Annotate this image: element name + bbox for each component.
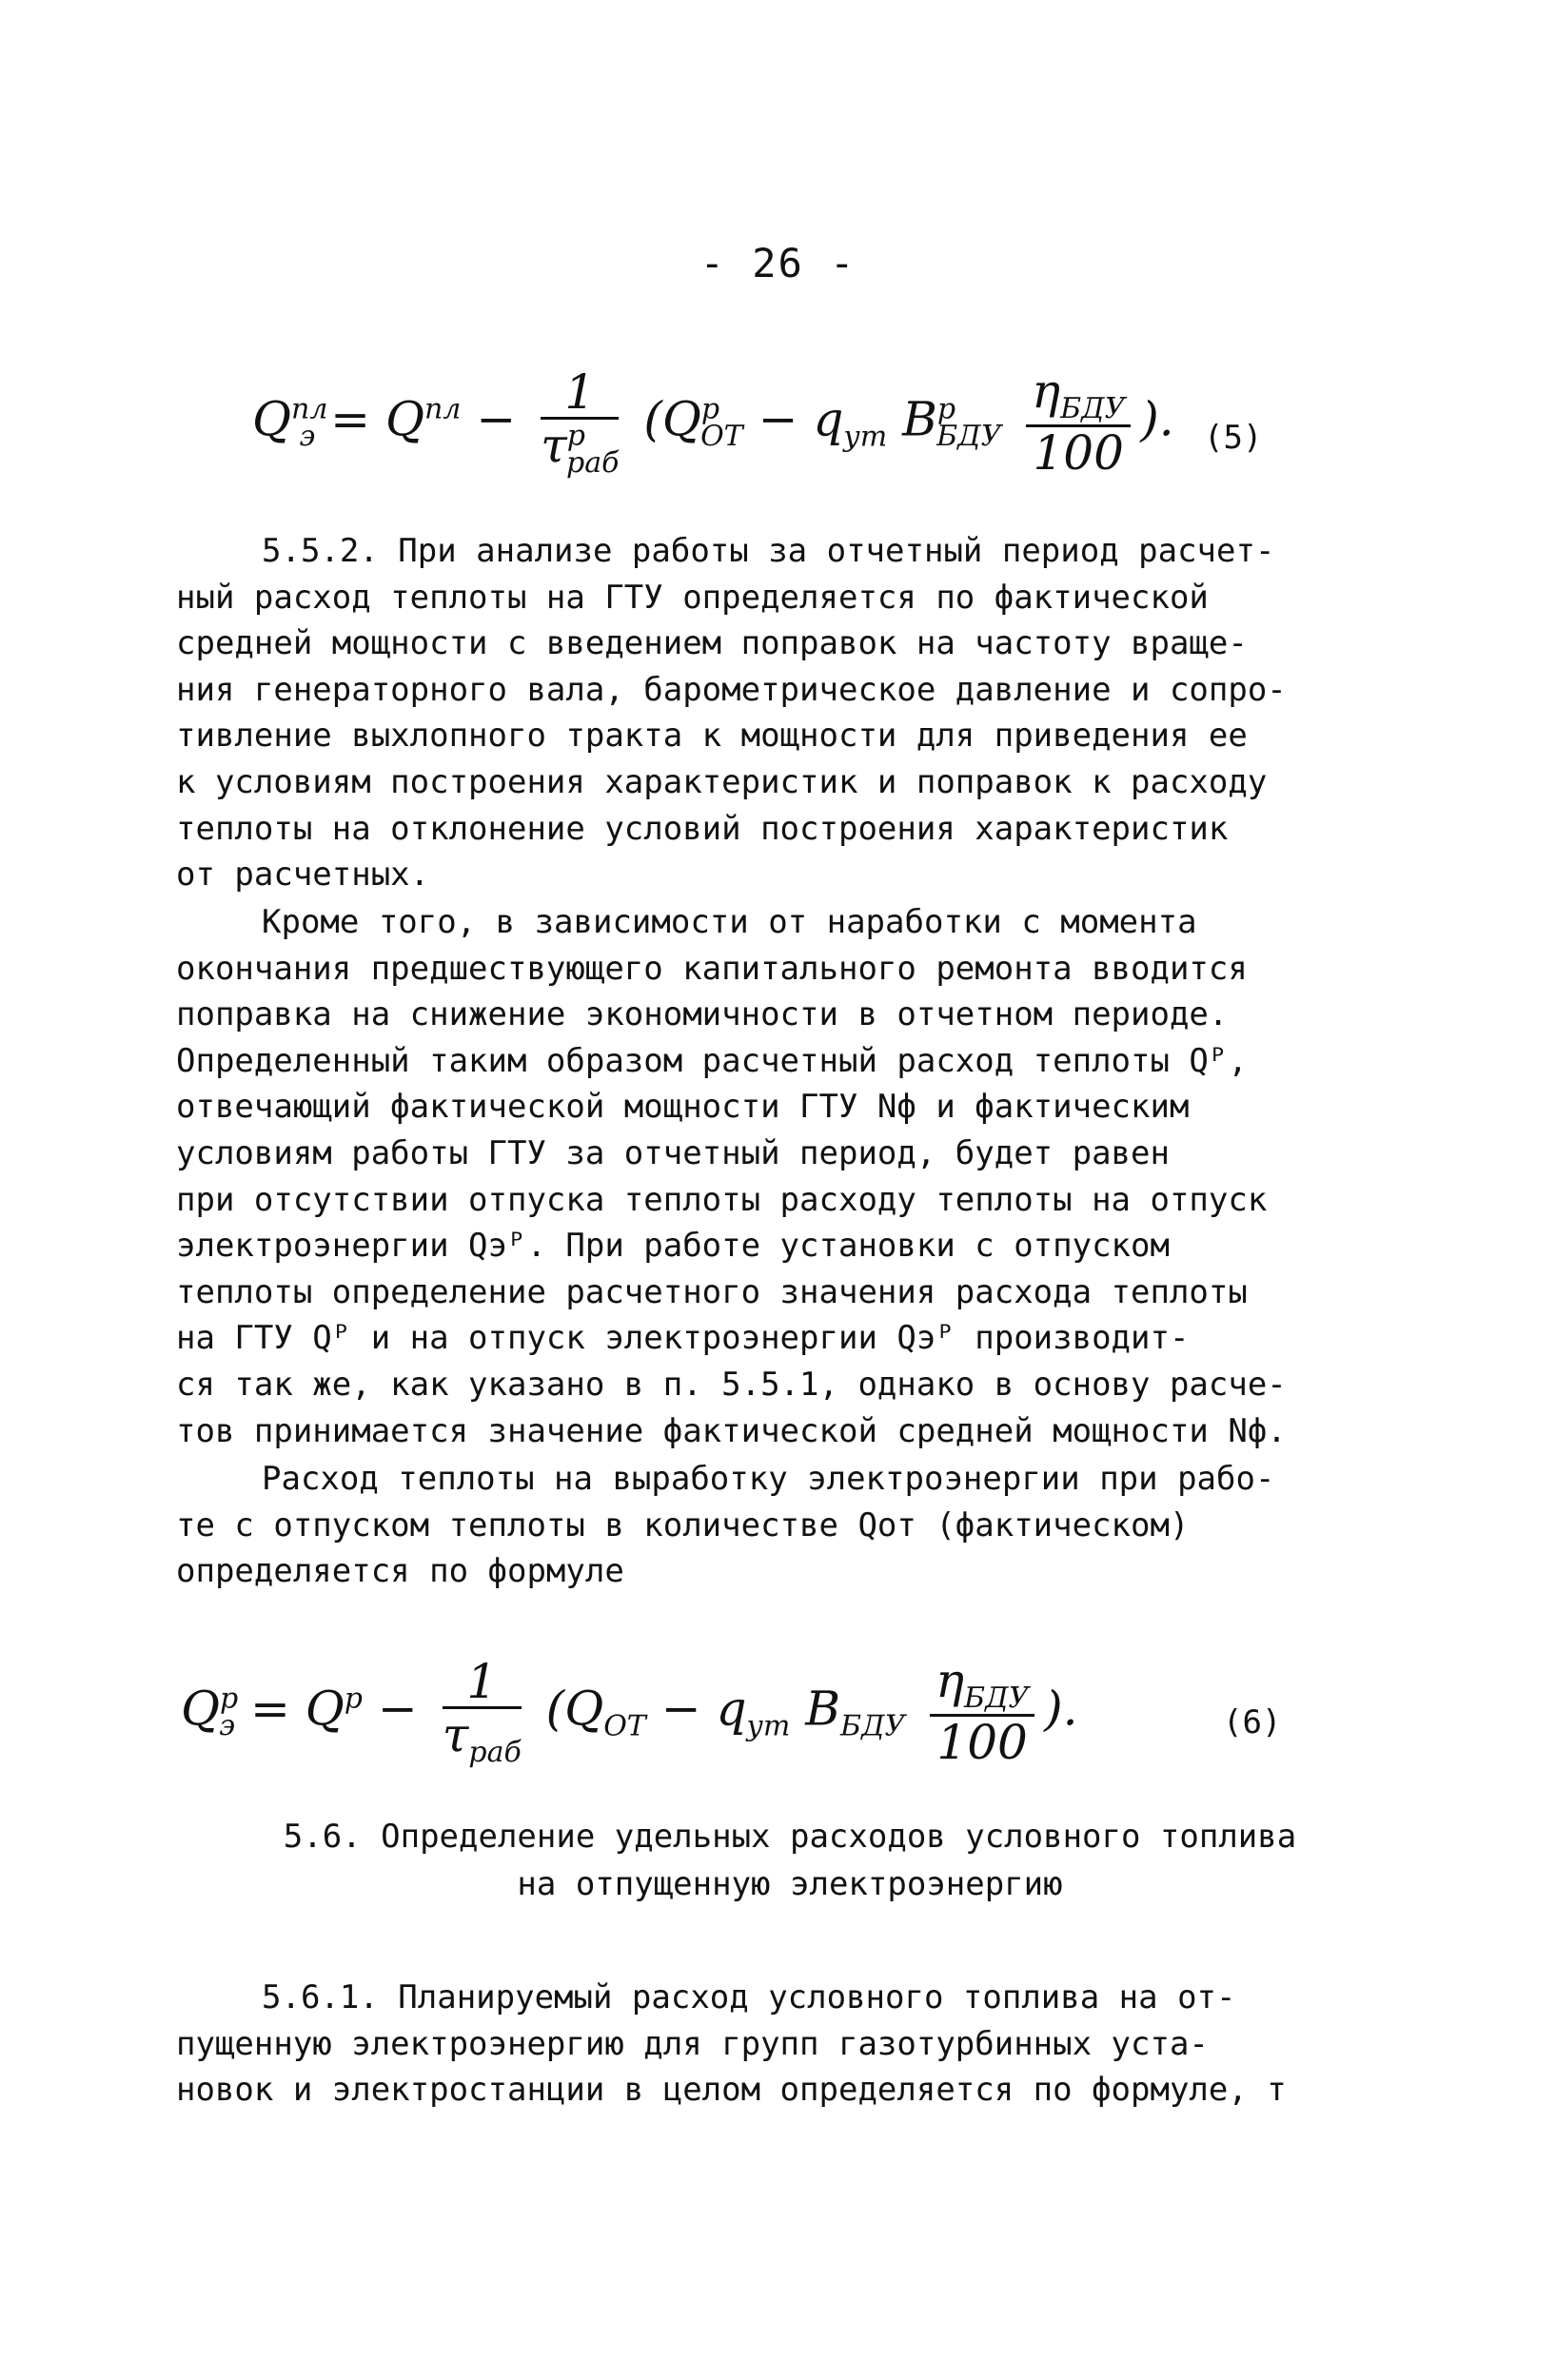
fraction: $\frac{1}{\tau^р_{раб}}$ bbox=[541, 364, 620, 480]
fraction: $\frac{\eta_{БДУ}}{100}$ bbox=[930, 1656, 1034, 1769]
fraction: $\frac{1}{\tau_{раб}}$ bbox=[442, 1653, 522, 1769]
page-number: - 26 - bbox=[699, 240, 857, 286]
formula-symbol: Q bbox=[252, 391, 291, 447]
equation-number: (6) bbox=[1223, 1703, 1282, 1741]
fraction: $\frac{\eta_{БДУ}}{100}$ bbox=[1026, 366, 1131, 480]
paragraph: Кроме того, в зависимости от наработки с момента окончания предшествующего капитального ремонта вводится поправка на снижение экономичности в отчетном периоде. Определенный таким образом расчетный расход теплоты Qᴾ, отвечающий фактической мощности ГТУ Nф и фактическим условиям работы ГТУ за отчетный период, будет равен при отсутствии отпуска теплоты расходу теплоты на отпуск электроэнергии Qэᴾ. При работе установки с отпуском теплоты определение расчетного значения расхода теплоты на ГТУ Qᴾ и на отпуск электроэнергии Qэᴾ производит- ся так же, как указано в п. 5.5.1, однако в основу расче- тов принимается значение фактической средней мощности Nф. bbox=[176, 903, 1287, 1450]
formula-6: $Q^р_э = Q^р$ − $\frac{1}{\tau_{раб}}$ ($Q_{ОТ} - q_{ут}$ $B_{БДУ}$ $\frac{\eta_{БДУ}}{100}$ ). bbox=[181, 1653, 1078, 1770]
paragraph: 5.5.2. При анализе работы за отчетный период расчет- ный расход теплоты на ГТУ определяется по фактической средней мощности с введением поправок на частоту враще- ния генераторного вала, барометрическое давление и сопро- тивление выхлопного тракта к мощности для приведения ее к условиям построения характеристик и поправок к расходу теплоты на отклонение условий построения характеристик от расчетных. bbox=[176, 532, 1287, 895]
section-heading: 5.6. Определение удельных расходов условного топлива на отпущенную электроэнергию bbox=[283, 1818, 1297, 1903]
paragraph: 5.6.1. Планируемый расход условного топлива на от- пущенную электроэнергию для групп газотурбинных уста- новок и электростанции в целом определяется по формуле, т bbox=[176, 1978, 1287, 2110]
equation-number: (5) bbox=[1204, 419, 1263, 457]
paragraph: Расход теплоты на выработку электроэнергии при рабо- те с отпуском теплоты в количестве Qот (фактическом) определяется по формуле bbox=[176, 1460, 1275, 1591]
formula-5: $Q^{пл}_э = Q^{пл}$ − $\frac{1}{\tau^р_{раб}}$ ($Q^р_{ОТ} - q_{ут}$ $B^р_{БДУ}$ $\frac{\eta_{БДУ}}{100}$ ). bbox=[252, 364, 1174, 481]
